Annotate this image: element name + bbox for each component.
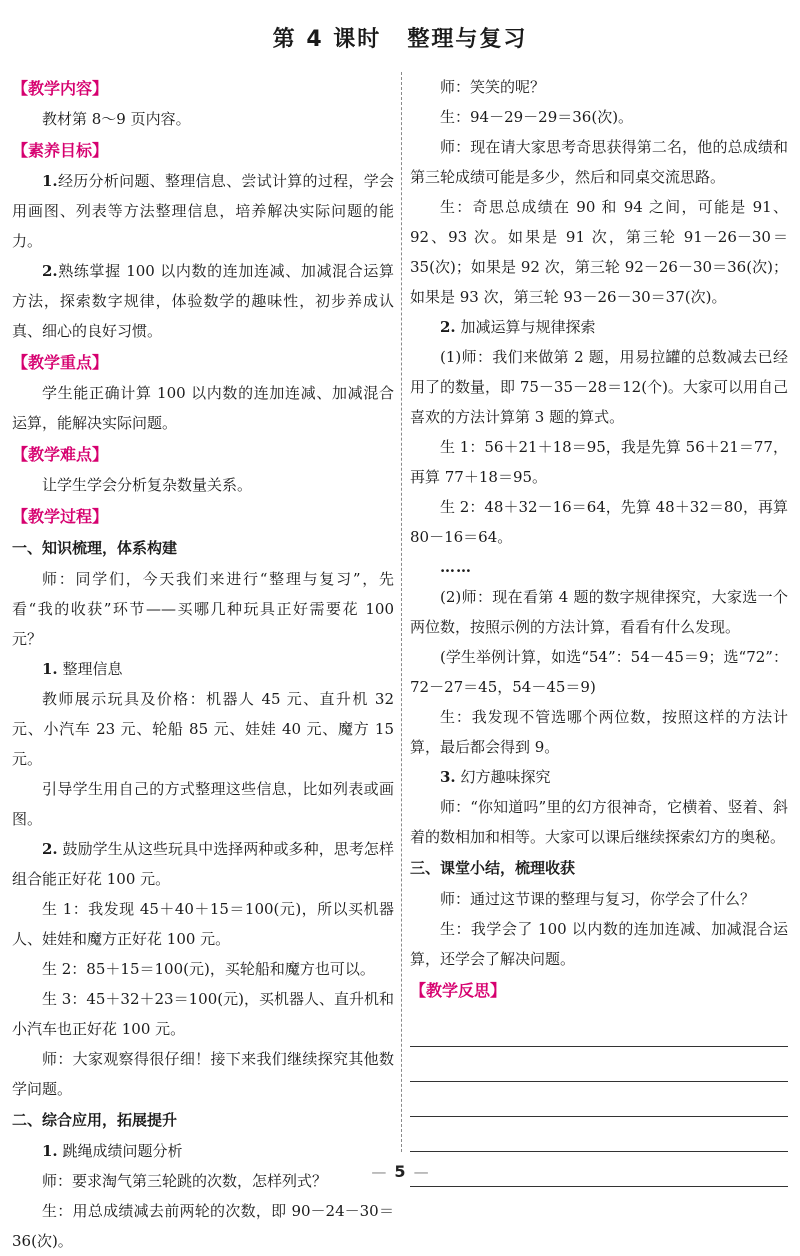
lesson-title: 整理与复习 (407, 27, 528, 52)
paragraph: 生：我发现不管选哪个两位数，按照这样的方法计算，最后都会得到 9。 (410, 708, 788, 756)
section-2-heading: 二、综合应用，拓展提升 (12, 1111, 178, 1129)
goal-2-number: 2. (42, 262, 58, 280)
subheading-text: 跳绳成绩问题分析 (62, 1142, 183, 1160)
reflection-writing-lines (410, 1012, 788, 1187)
section-1-heading: 一、知识梳理，体系构建 (12, 539, 178, 557)
paragraph: 师：通过这节课的整理与复习，你学会了什么？ (440, 890, 756, 908)
paragraph: 生 2：48＋32－16＝64，先算 48＋32＝80，再算 80－16＝64。 (410, 498, 788, 546)
paragraph: (2)师：现在看第 4 题的数字规律探究，大家选一个两位数，按照示例的方法计算，看看有什么发现。 (410, 588, 788, 636)
paragraph: 师：大家观察得很仔细！接下来我们继续探究其他数学问题。 (12, 1050, 394, 1098)
page-number: 5 (394, 1162, 406, 1181)
paragraph: (1)师：我们来做第 2 题，用易拉罐的总数减去已经用了的数量，即 75－35－28＝12(个)。大家可以用自己喜欢的方法计算第 3 题的算式。 (410, 348, 788, 426)
subheading-4 (410, 312, 788, 342)
paragraph: 师：同学们，今天我们来进行“整理与复习”，先看“我的收获”环节——买哪几种玩具正好需要花 100 元？ (12, 570, 394, 648)
subheading-number: 3. (440, 768, 456, 786)
ellipsis: …… (440, 558, 472, 576)
tag-teaching-reflection: 【教学反思】 (410, 981, 507, 1000)
paragraph: 生 3：45＋32＋23＝100(元)，买机器人、直升机和小汽车也正好花 100 元。 (12, 990, 394, 1038)
paragraph: 生：94－29－29＝36(次)。 (440, 108, 634, 126)
paragraph: 教师展示玩具及价格：机器人 45 元、直升机 32 元、小汽车 23 元、轮船 85 元、娃娃 40 元、魔方 15 元。 (12, 690, 394, 768)
tag-difficulty: 【教学难点】 (12, 445, 109, 464)
subheading-text: 加减运算与规律探索 (460, 318, 596, 336)
paragraph: 生 2：85＋15＝100(元)，买轮船和魔方也可以。 (42, 960, 375, 978)
key-point-text: 学生能正确计算 100 以内数的连加连减、加减混合运算，能解决实际问题。 (12, 384, 394, 432)
paragraph: 师：要求淘气第三轮跳的次数，怎样列式？ (42, 1172, 328, 1190)
paragraph: (学生举例计算，如选“54”：54－45＝9；选“72”：72－27＝45，54－45＝9) (410, 648, 788, 696)
goal-1 (12, 166, 394, 256)
goal-1-text: 经历分析问题、整理信息、尝试计算的过程，学会用画图、列表等方法整理信息，培养解决实际问题的能力。 (12, 172, 394, 250)
paragraph: 生：我学会了 100 以内数的连加连减、加减混合运算，还学会了解决问题。 (410, 920, 788, 968)
content-text: 教材第 8～9 页内容。 (42, 110, 191, 128)
subheading-2 (12, 834, 394, 894)
page-footer (0, 1162, 800, 1181)
paragraph: 师：笑笑的呢？ (440, 78, 546, 96)
footer-dash-right: — (413, 1163, 429, 1181)
paragraph: 生 1：我发现 45＋40＋15＝100(元)，所以买机器人、娃娃和魔方正好花 100 元。 (12, 900, 394, 948)
subheading-number: 2. (440, 318, 456, 336)
subheading-number: 1. (42, 660, 58, 678)
paragraph: 师：现在请大家思考奇思获得第二名，他的总成绩和第三轮成绩可能是多少，然后和同桌交流思路。 (410, 138, 788, 186)
writing-line (410, 1117, 788, 1152)
subheading-number: 1. (42, 1142, 58, 1160)
paragraph: 生：用总成绩减去前两轮的次数，即 90－24－30＝36(次)。 (12, 1202, 394, 1250)
subheading-text: 整理信息 (62, 660, 123, 678)
writing-line (410, 1047, 788, 1082)
writing-line (410, 1082, 788, 1117)
footer-dash-left: — (371, 1163, 387, 1181)
subheading-1 (12, 654, 394, 684)
difficulty-text: 让学生学会分析复杂数量关系。 (42, 476, 253, 494)
subheading-5 (410, 762, 788, 792)
paragraph: 生：奇思总成绩在 90 和 94 之间，可能是 91、92、93 次。如果是 91 次，第三轮 91－26－30＝35(次)；如果是 92 次，第三轮 92－26－30＝36(次)；如果是 93 次，第三轮 93－26－30＝37(次)。 (410, 198, 788, 306)
subheading-text: 幻方趣味探究 (460, 768, 551, 786)
tag-teaching-process: 【教学过程】 (12, 507, 109, 526)
tag-literacy-goal: 【素养目标】 (12, 141, 109, 160)
goal-2 (12, 256, 394, 346)
goal-2-text: 熟练掌握 100 以内数的连加连减、加减混合运算方法，探索数字规律，体验数学的趣味性，初步养成认真、细心的良好习惯。 (12, 262, 394, 340)
section-3-heading: 三、课堂小结，梳理收获 (410, 859, 576, 877)
paragraph: 引导学生用自己的方式整理这些信息，比如列表或画图。 (12, 780, 394, 828)
paragraph: 生 1：56＋21＋18＝95，我是先算 56＋21＝77，再算 77＋18＝95。 (410, 438, 788, 486)
lesson-number: 第 4 课时 (272, 27, 382, 52)
page-title (0, 22, 800, 53)
left-column (12, 72, 394, 1256)
writing-line (410, 1012, 788, 1047)
subheading-number: 2. (42, 840, 58, 858)
tag-key-point: 【教学重点】 (12, 353, 109, 372)
goal-1-number: 1. (42, 172, 58, 190)
subheading-text: 鼓励学生从这些玩具中选择两种或多种，思考怎样组合能正好花 100 元。 (12, 840, 394, 888)
column-divider (401, 72, 402, 1152)
right-column (410, 72, 788, 1187)
paragraph: 师：“你知道吗”里的幻方很神奇，它横着、竖着、斜着的数相加和相等。大家可以课后继续探索幻方的奥秘。 (410, 798, 788, 846)
tag-teaching-content: 【教学内容】 (12, 79, 109, 98)
